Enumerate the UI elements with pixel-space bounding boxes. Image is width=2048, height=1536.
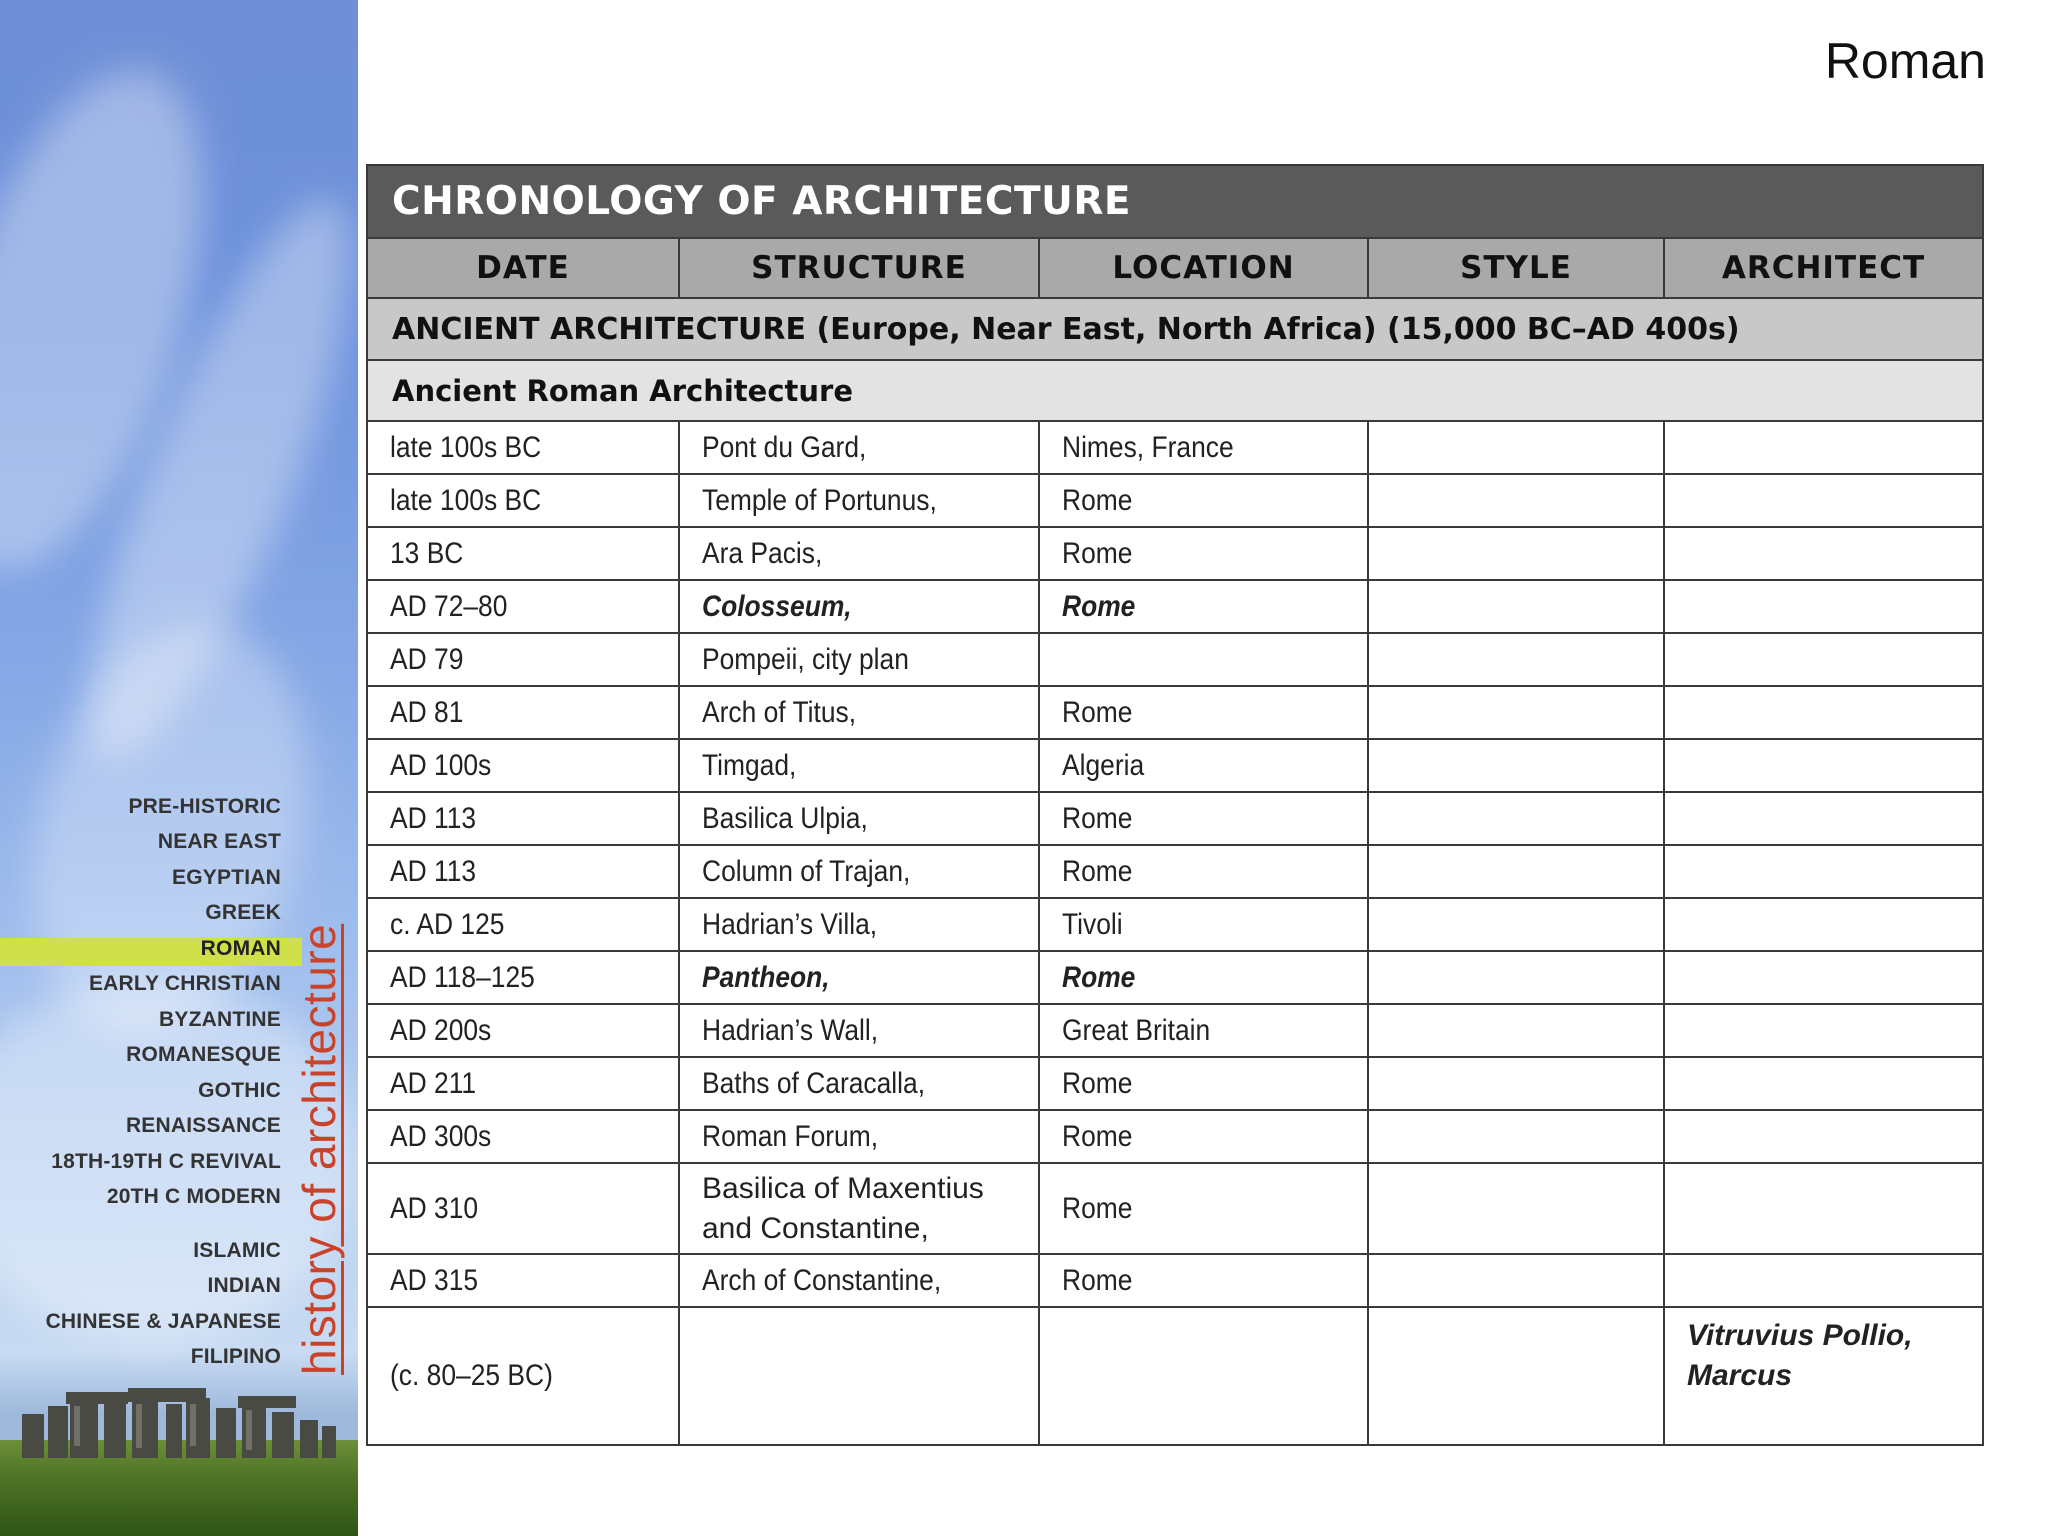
- cell-style: [1368, 1057, 1664, 1110]
- nav-item-revival[interactable]: 18TH-19TH C REVIVAL: [51, 1150, 281, 1173]
- cell-location: Rome: [1039, 1163, 1368, 1254]
- nav-item-byzantine[interactable]: BYZANTINE: [159, 1008, 281, 1031]
- cell-architect: [1664, 1057, 1983, 1110]
- table-row: [367, 580, 1983, 633]
- cell-structure: Pantheon,: [679, 951, 1039, 1004]
- table-row: [367, 1254, 1983, 1307]
- table-row: [367, 739, 1983, 792]
- cell-date: c. AD 125: [367, 898, 679, 951]
- cell-style: [1368, 421, 1664, 474]
- cell-structure: [679, 1307, 1039, 1445]
- cell-date: AD 310: [367, 1163, 679, 1254]
- cell-structure: Arch of Titus,: [679, 686, 1039, 739]
- cell-location: Rome: [1039, 792, 1368, 845]
- table-row: [367, 421, 1983, 474]
- cell-location: Rome: [1039, 951, 1368, 1004]
- cell-date: AD 72–80: [367, 580, 679, 633]
- cell-style: [1368, 1004, 1664, 1057]
- cell-architect: [1664, 421, 1983, 474]
- cell-date: AD 300s: [367, 1110, 679, 1163]
- cell-location: Tivoli: [1039, 898, 1368, 951]
- slide-title: Roman: [1824, 33, 1986, 89]
- table-row: [367, 633, 1983, 686]
- cell-structure: Pont du Gard,: [679, 421, 1039, 474]
- cell-architect: [1664, 739, 1983, 792]
- cell-style: [1368, 686, 1664, 739]
- table-row: [367, 686, 1983, 739]
- cell-structure: Hadrian’s Wall,: [679, 1004, 1039, 1057]
- cell-location: Rome: [1039, 686, 1368, 739]
- nav-item-renaissance[interactable]: RENAISSANCE: [125, 1114, 281, 1137]
- cell-style: [1368, 898, 1664, 951]
- cell-location: Rome: [1039, 580, 1368, 633]
- cell-architect: [1664, 1254, 1983, 1307]
- cell-architect: [1664, 1004, 1983, 1057]
- cell-location: Algeria: [1039, 739, 1368, 792]
- sidebar: [0, 0, 358, 1536]
- cell-architect: [1664, 686, 1983, 739]
- cell-structure: Column of Trajan,: [679, 845, 1039, 898]
- cell-style: [1368, 474, 1664, 527]
- era-heading: ANCIENT ARCHITECTURE (Europe, Near East, North Africa) (15,000 BC–AD 400s): [367, 298, 1983, 360]
- chronology-table: [366, 164, 1984, 1446]
- cell-date: 13 BC: [367, 527, 679, 580]
- nav-item-greek[interactable]: GREEK: [205, 901, 281, 924]
- cell-architect: [1664, 951, 1983, 1004]
- cell-structure: Ara Pacis,: [679, 527, 1039, 580]
- cell-architect: [1664, 1163, 1983, 1254]
- column-header-architect: ARCHITECT: [1664, 238, 1983, 298]
- table-row: [367, 527, 1983, 580]
- cell-location: Rome: [1039, 1254, 1368, 1307]
- cell-location: Nimes, France: [1039, 421, 1368, 474]
- cell-location: [1039, 1307, 1368, 1445]
- nav-item-chinese-japanese[interactable]: CHINESE & JAPANESE: [45, 1310, 281, 1333]
- table-row: [367, 1163, 1983, 1254]
- cell-structure: Timgad,: [679, 739, 1039, 792]
- nav-item-roman[interactable]: ROMAN: [200, 937, 281, 960]
- table-row: [367, 792, 1983, 845]
- table-banner: CHRONOLOGY OF ARCHITECTURE: [367, 165, 1983, 238]
- cell-structure: Basilica Ulpia,: [679, 792, 1039, 845]
- nav-item-modern[interactable]: 20TH C MODERN: [106, 1185, 281, 1208]
- cell-structure: Basilica of Maxentius and Constantine,: [679, 1163, 1039, 1254]
- table-row: [367, 845, 1983, 898]
- cell-location: Rome: [1039, 845, 1368, 898]
- table-row: [367, 1307, 1983, 1445]
- cell-style: [1368, 739, 1664, 792]
- cell-structure: Pompeii, city plan: [679, 633, 1039, 686]
- cell-architect: [1664, 633, 1983, 686]
- cell-style: [1368, 1110, 1664, 1163]
- column-header-location: LOCATION: [1039, 238, 1368, 298]
- stonehenge-icon: [0, 1378, 358, 1458]
- cell-architect: [1664, 898, 1983, 951]
- cell-architect: [1664, 845, 1983, 898]
- cell-style: [1368, 1163, 1664, 1254]
- cell-architect: [1664, 792, 1983, 845]
- nav-item-early-christian[interactable]: EARLY CHRISTIAN: [88, 972, 281, 995]
- cell-location: Rome: [1039, 474, 1368, 527]
- cell-date: AD 113: [367, 845, 679, 898]
- cell-date: late 100s BC: [367, 421, 679, 474]
- cell-location: Rome: [1039, 1110, 1368, 1163]
- cell-structure: Roman Forum,: [679, 1110, 1039, 1163]
- cell-date: AD 81: [367, 686, 679, 739]
- cell-date: AD 113: [367, 792, 679, 845]
- cell-location: Rome: [1039, 1057, 1368, 1110]
- table-row: [367, 898, 1983, 951]
- cell-structure: Arch of Constantine,: [679, 1254, 1039, 1307]
- column-header-date: DATE: [367, 238, 679, 298]
- cell-date: AD 100s: [367, 739, 679, 792]
- column-header-style: STYLE: [1368, 238, 1664, 298]
- nav-item-romanesque[interactable]: ROMANESQUE: [126, 1043, 281, 1066]
- cell-style: [1368, 527, 1664, 580]
- cell-style: [1368, 633, 1664, 686]
- cell-location: [1039, 633, 1368, 686]
- table-row: [367, 1057, 1983, 1110]
- vertical-title: history of architecture: [293, 923, 345, 1375]
- nav-item-egyptian[interactable]: EGYPTIAN: [172, 866, 281, 889]
- column-header-structure: STRUCTURE: [679, 238, 1039, 298]
- cell-structure: Temple of Portunus,: [679, 474, 1039, 527]
- table-row: [367, 474, 1983, 527]
- cell-architect: [1664, 474, 1983, 527]
- cell-style: [1368, 1254, 1664, 1307]
- cell-structure: Baths of Caracalla,: [679, 1057, 1039, 1110]
- cell-date: AD 211: [367, 1057, 679, 1110]
- cell-date: (c. 80–25 BC): [367, 1307, 679, 1445]
- cell-architect: [1664, 580, 1983, 633]
- cell-date: AD 315: [367, 1254, 679, 1307]
- nav-item-filipino[interactable]: FILIPINO: [190, 1345, 281, 1368]
- nav-item-islamic[interactable]: ISLAMIC: [193, 1239, 281, 1262]
- cell-style: [1368, 1307, 1664, 1445]
- cell-style: [1368, 792, 1664, 845]
- cell-location: Great Britain: [1039, 1004, 1368, 1057]
- cell-architect: Vitruvius Pollio, Marcus: [1664, 1307, 1983, 1445]
- nav-item-indian[interactable]: INDIAN: [207, 1274, 281, 1297]
- cell-structure: Colosseum,: [679, 580, 1039, 633]
- table-row: [367, 951, 1983, 1004]
- section-heading: Ancient Roman Architecture: [367, 360, 1983, 421]
- table-row: [367, 1110, 1983, 1163]
- cell-date: late 100s BC: [367, 474, 679, 527]
- nav-item-gothic[interactable]: GOTHIC: [198, 1079, 281, 1102]
- table-row: [367, 1004, 1983, 1057]
- nav-item-near-east[interactable]: NEAR EAST: [157, 830, 281, 853]
- cell-date: AD 79: [367, 633, 679, 686]
- cell-date: AD 118–125: [367, 951, 679, 1004]
- cell-location: Rome: [1039, 527, 1368, 580]
- cell-style: [1368, 845, 1664, 898]
- cell-architect: [1664, 1110, 1983, 1163]
- cell-style: [1368, 951, 1664, 1004]
- cell-style: [1368, 580, 1664, 633]
- cell-date: AD 200s: [367, 1004, 679, 1057]
- cell-architect: [1664, 527, 1983, 580]
- cell-structure: Hadrian’s Villa,: [679, 898, 1039, 951]
- nav-item-pre-historic[interactable]: PRE-HISTORIC: [128, 795, 281, 818]
